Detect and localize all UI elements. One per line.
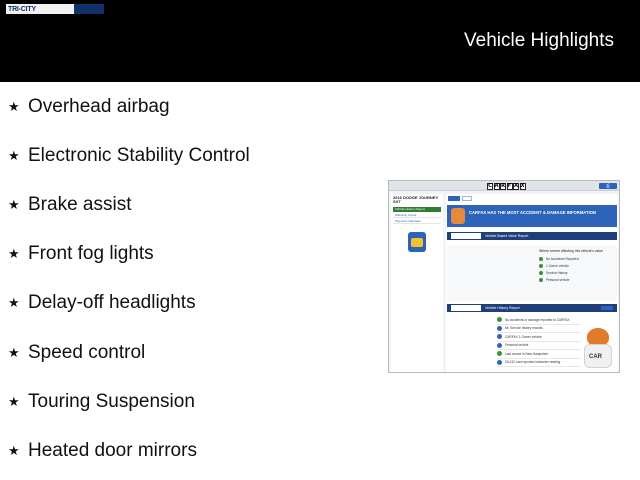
dealer-logo-text: TRI-CITY	[8, 5, 36, 13]
fox-shirt-text: CAR	[589, 354, 602, 360]
carfax-history-item-label: Mr. Service history records	[505, 326, 543, 331]
star-icon: ★	[8, 443, 20, 459]
carfax-history-item	[497, 359, 581, 368]
car-icon	[497, 343, 502, 348]
carfax-tab	[462, 196, 472, 201]
star-icon: ★	[8, 148, 20, 164]
feature-label: Front fog lights	[28, 243, 154, 264]
carfax-history-item-label: No accidents or damage reported to CARFAX	[505, 317, 570, 322]
carfax-report-thumbnail[interactable]	[388, 180, 620, 373]
carfax-banner	[447, 205, 617, 227]
star-icon: ★	[8, 295, 20, 311]
carfax-history-item	[497, 316, 581, 325]
carfax-section-logo	[451, 305, 481, 311]
header-bar	[0, 0, 640, 82]
feature-item	[8, 243, 154, 265]
wrench-icon	[497, 326, 502, 331]
carfax-main-panel	[446, 194, 618, 372]
feature-label: Brake assist	[28, 194, 132, 215]
carfax-section-logo	[451, 233, 481, 239]
carfax-print-button: ⎙	[599, 183, 617, 189]
carfax-value-item	[539, 264, 569, 268]
feature-label: Delay-off headlights	[28, 292, 196, 313]
carfax-history-section	[447, 314, 617, 370]
carfax-value-item-label: 1 Owner vehicle	[546, 264, 569, 268]
check-icon	[539, 271, 543, 275]
carfax-vehicle-title: 2016 DODGE JOURNEY SXT	[393, 195, 439, 204]
star-icon: ★	[8, 197, 20, 213]
carfax-logo-letter: C	[488, 183, 492, 189]
carfax-value-item	[539, 271, 567, 275]
carfax-history-item	[497, 342, 581, 351]
carfax-tabs	[448, 196, 472, 201]
carfax-vehicle-name	[391, 194, 443, 204]
carfax-history-item-label: 26,242 Last reported odometer reading	[505, 360, 561, 365]
carfax-section-header	[447, 304, 617, 312]
fox-mascot-icon	[451, 208, 465, 224]
feature-label: Speed control	[28, 342, 146, 363]
carfax-section-header	[447, 232, 617, 240]
carfax-value-item-label: No Accidents Reported	[546, 257, 579, 261]
carfax-history-item	[497, 333, 581, 342]
check-icon	[497, 317, 502, 322]
carfax-history-list	[497, 316, 581, 367]
carfax-history-item-label: CARFAX 1-Owner vehicle	[505, 334, 542, 339]
feature-label: Overhead airbag	[28, 96, 170, 117]
feature-item	[8, 440, 197, 462]
check-icon	[539, 278, 543, 282]
feature-item	[8, 145, 250, 167]
carfax-side-tab: Vehicle History Report	[393, 207, 441, 212]
location-icon	[497, 351, 502, 356]
owner-icon	[497, 334, 502, 339]
carfax-sidebar	[391, 194, 443, 372]
feature-item	[8, 391, 195, 413]
carfax-topbar	[389, 181, 620, 191]
carfax-logo-letter: A	[494, 183, 499, 189]
carfax-tab-active	[448, 196, 460, 201]
dealer-logo[interactable]	[6, 4, 104, 14]
carfax-value-item	[539, 278, 569, 282]
carfax-value-item-label: Service History	[546, 271, 568, 275]
carfax-logo-letter: X	[520, 183, 525, 189]
feature-item	[8, 194, 131, 216]
carfax-logo-letter: R	[501, 183, 505, 189]
dealer-logo-tag	[74, 4, 104, 14]
carfax-value-item-label: Personal vehicle	[546, 278, 570, 282]
odometer-icon	[497, 360, 502, 365]
carfax-section-title: Vehicle History Report	[485, 306, 520, 310]
carfax-one-owner-badge	[408, 232, 426, 252]
feature-label: Heated door mirrors	[28, 440, 197, 461]
carfax-value-item	[539, 257, 579, 261]
carfax-section-button	[601, 306, 613, 310]
carfax-history-item	[497, 350, 581, 359]
carfax-side-tab: Payment Calculator	[393, 219, 441, 224]
feature-label: Touring Suspension	[28, 391, 195, 412]
carfax-history-item-label: Personal vehicle	[505, 343, 529, 348]
check-icon	[539, 257, 543, 261]
page-title: Vehicle Highlights	[464, 30, 614, 51]
carfax-logo-letter: F	[507, 183, 512, 189]
check-icon	[539, 264, 543, 268]
carfax-banner-text: CARFAX HAS THE MOST ACCIDENT & DAMAGE INFORMATION	[469, 210, 597, 215]
carfax-history-item	[497, 325, 581, 334]
carfax-value-heading: Where severe affecting this vehicle's value	[539, 249, 603, 253]
feature-item	[8, 96, 170, 118]
carfax-value-section	[447, 245, 617, 301]
star-icon: ★	[8, 394, 20, 410]
carfax-history-item-label: Last owned in New Hampshire	[505, 351, 549, 356]
carfax-side-tab: Warranty Check	[393, 213, 441, 218]
carfax-logo-letter: A	[514, 183, 518, 189]
feature-item	[8, 292, 196, 314]
star-icon: ★	[8, 345, 20, 361]
feature-label: Electronic Stability Control	[28, 145, 250, 166]
carfax-section-title: Vehicle Based Value Report	[485, 234, 529, 238]
star-icon: ★	[8, 246, 20, 262]
feature-item	[8, 342, 145, 364]
star-icon: ★	[8, 99, 20, 115]
carfax-logo	[487, 183, 526, 190]
fox-mascot-icon	[581, 328, 615, 368]
